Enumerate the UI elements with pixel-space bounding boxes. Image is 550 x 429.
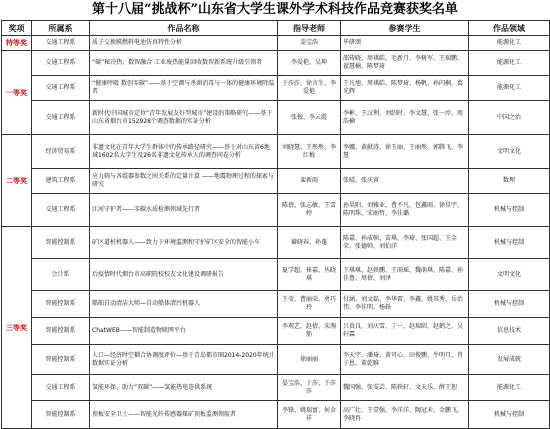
table-row: [2, 101, 550, 135]
advisor-cell: 于莎莎、徐言生、李爱艳: [278, 76, 341, 101]
students-cell: 魏国强、张雯芸、陈轶轩、文天乐、薛王恕: [341, 375, 469, 401]
field-cell: 信息技术: [469, 318, 550, 345]
dept-cell: 经济贸易系: [32, 135, 90, 169]
students-cell: 李彬、王汉利、刘绍时、李文慧、张一淳、周浩楠: [341, 101, 469, 135]
header-row: [2, 21, 550, 36]
dept-cell: 交通工程系: [32, 51, 90, 76]
table-row: [2, 259, 550, 291]
table-row: [2, 345, 550, 375]
advisor-cell: 李爱艳、吴坤: [278, 51, 341, 76]
dept-cell: 智能控制系: [32, 401, 90, 429]
work-cell: 质子交换膜燃料电池仿真特性分析: [90, 36, 278, 51]
advisor-cell: 张俊、李云霞: [278, 101, 341, 135]
students-cell: 邵传晓、周祺皓、毛新月、李树军、王瑞鹏、翟慧楠、陈梦琦: [341, 51, 469, 76]
dept-cell: 智能控制系: [32, 291, 90, 318]
dept-cell: 交通工程系: [32, 375, 90, 401]
students-cell: 毕研颂: [341, 36, 469, 51]
field-cell: 机械与控制: [469, 291, 550, 318]
work-cell: 后疫情时代烟台市高职院校校友文化建设调研报告: [90, 259, 278, 291]
field-cell: 能源化工: [469, 36, 550, 51]
advisor-cell: 李观艺、赵倩、宋淘筋: [278, 318, 341, 345]
dept-cell: 交通工程系: [32, 194, 90, 227]
advisor-cell: 栾新雨: [278, 169, 341, 194]
students-cell: 李天宇、潘琦、黄可心、田俊鹏、牛明月、肖子恩、董乾睢: [341, 345, 469, 375]
table-row: [2, 318, 550, 345]
work-cell: 新时代中国城市定位“青年发展友好型城市”建设的策略研究——基于山东省烟台市152928个调查数据的实证分析: [90, 101, 278, 135]
work-cell: 江河守护者——零碳水质检测领域先行者: [90, 194, 278, 227]
advisor-cell: 姜宝浩: [278, 36, 341, 51]
field-cell: 能源化工: [469, 76, 550, 101]
work-cell: 人口—经济时空耦合协调度评价—基于青岛都市圈2014-2020年统计数据实证分析: [90, 345, 278, 375]
students-cell: 付涵、刘文磊、李华雷、李鑫、姚其秀、岳治伟、李佳明、杨轶: [341, 291, 469, 318]
advisor-cell: 王莹、曹丽荣、勇巧玲: [278, 291, 341, 318]
field-cell: 中国之治: [469, 101, 550, 135]
awards-table: [1, 20, 550, 429]
field-cell: 机械与控制: [469, 194, 550, 227]
header-field: 作品领域: [469, 21, 550, 36]
advisor-cell: 陈蓓、张志敏、王雪婷: [278, 194, 341, 227]
work-cell: ChatWEB——智能制造物联网平台: [90, 318, 278, 345]
students-cell: 王凡旭、周祺皓、陈梦琦、杨帆、孙闪桐、葛光辉: [341, 76, 469, 101]
work-cell: 氢能环保、助力“双碳”——氢能热电连供系统: [90, 375, 278, 401]
table-row: [2, 76, 550, 101]
field-cell: 机械与控制: [469, 401, 550, 429]
award-cell: 一等奖: [2, 51, 32, 135]
dept-cell: 交通工程系: [32, 76, 90, 101]
dept-cell: 智能控制系: [32, 345, 90, 375]
field-cell: 文明文化: [469, 135, 550, 169]
field-cell: 发展成就: [469, 345, 550, 375]
award-cell: 特等奖: [2, 36, 32, 51]
field-cell: 机械与控制: [469, 227, 550, 259]
work-cell: 非遗文化在青年大学生群体中的传承路径研究——基于对山东省6地域1602名大学生及26名非遗文化传承人的调查问卷分析: [90, 135, 278, 169]
field-cell: 文明文化: [469, 259, 550, 291]
table-row: [2, 227, 550, 259]
students-cell: 孙昊阳、刘雅业、曹不凡、包鑫雨、徐星宇、陈明珠、宋丽哲、李佳璐: [341, 194, 469, 227]
table-row: [2, 291, 550, 318]
advisor-cell: 綦晓春、孙蓬: [278, 227, 341, 259]
table-row: [2, 401, 550, 429]
header-dept: 所属系: [32, 21, 90, 36]
field-cell: 能源化工: [469, 51, 550, 76]
dept-cell: 会计系: [32, 259, 90, 291]
table-row: [2, 51, 550, 76]
award-cell: 三等奖: [2, 227, 32, 429]
dept-cell: 建筑工程系: [32, 169, 90, 194]
advisor-cell: 夏学超、崔嘉、丛晓琪: [278, 259, 341, 291]
work-cell: 顶板安全卫士——智能光纤传感器煤矿顶板监测领航者: [90, 401, 278, 429]
header-advisor: 指导老师: [278, 21, 341, 36]
advisor-cell: 晏宝浩、于莎、于莎莎: [278, 375, 341, 401]
students-cell: 张晴、张庆宵: [341, 169, 469, 194]
award-cell: 二等奖: [2, 135, 32, 227]
students-cell: 陈嘉、孙成帜、苗琪、李琦、张国超、王金荣、张德帅、刘伯洋: [341, 227, 469, 259]
students-cell: 李娜、黄献涛、徐玉丽、王丽彤、郭腾飞、李慧: [341, 135, 469, 169]
field-cell: 能源化工: [469, 375, 550, 401]
field-cell: 数理: [469, 169, 550, 194]
work-cell: 船舶自动清洁大师—自动船体清污机器人: [90, 291, 278, 318]
work-cell: 应力筛与各霞器参数之间关系的定量计算 ——地震物理过程的探索与研究: [90, 169, 278, 194]
work-cell: “健康呼吸 数创零碳”——基于空调与杀菌消毒与一体的健康环境降温者: [90, 76, 278, 101]
table-row: [2, 194, 550, 227]
work-cell: “碳”秘冷热，数智融合 工业废热能量回收数智新系统升级引领者: [90, 51, 278, 76]
header-students: 参赛学生: [341, 21, 469, 36]
dept-cell: 交通工程系: [32, 36, 90, 51]
dept-cell: 智能控制系: [32, 227, 90, 259]
students-cell: 高广壮、王壹强、李洋洋、陶冠禾、金鹏飞、李晓冉: [341, 401, 469, 429]
students-cell: 王琪琪、赵轶鹏、王雨瑶、魏萌琪、陈嘉、孙佳鲁、周蓓、刘泽: [341, 259, 469, 291]
table-row: [2, 36, 550, 51]
table-row: [2, 135, 550, 169]
work-cell: 矿区道桩机器人——致力于环境监测和守护矿区安全的智能小车: [90, 227, 278, 259]
header-work: 作品名称: [90, 21, 278, 36]
advisor-cell: 刘晓慧、王彤彤、李红梅: [278, 135, 341, 169]
dept-cell: 交通工程系: [32, 101, 90, 135]
table-row: [2, 375, 550, 401]
advisor-cell: 徐丽丽: [278, 345, 341, 375]
advisor-cell: 李锋、姚瑞富、何金祥: [278, 401, 341, 429]
header-award: 奖项: [2, 21, 32, 36]
dept-cell: 智能控制系: [32, 318, 90, 345]
page-title: 第十八届“挑战杯”山东省大学生课外学术科技作品竞赛获奖名单: [92, 2, 458, 17]
students-cell: 吕贵良、刘庆雪、丁一、赵瑞昭、赵鹤之、吴轩霖: [341, 318, 469, 345]
table-row: [2, 169, 550, 194]
